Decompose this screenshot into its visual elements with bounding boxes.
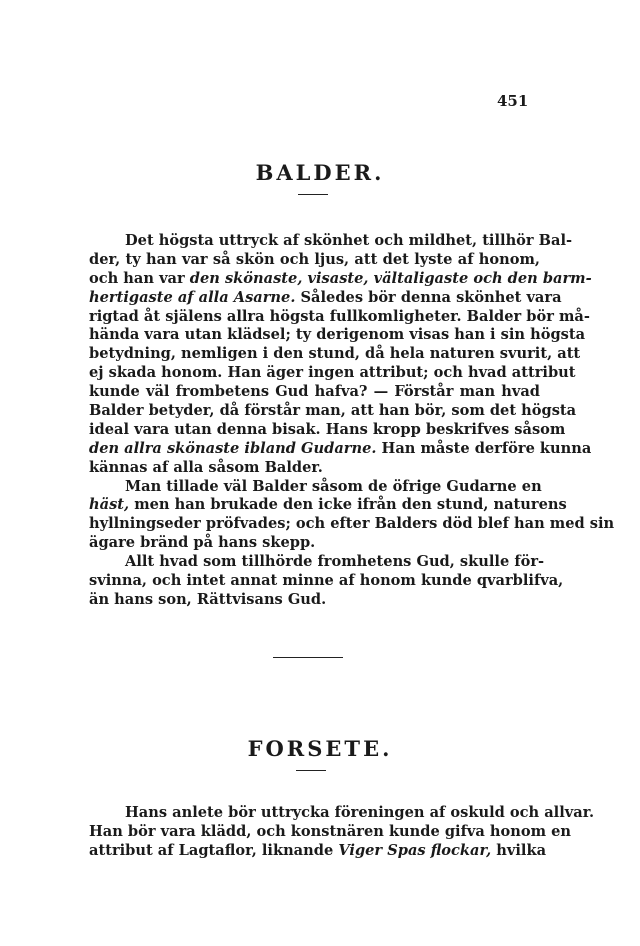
text-line <box>89 307 590 327</box>
text-line <box>89 572 564 591</box>
text-segment: än hans son, Rättvisans Gud. <box>89 590 327 608</box>
text-line <box>89 402 577 421</box>
text-line <box>89 822 571 842</box>
section-title-forsete: FORSETE. <box>247 736 393 761</box>
text-line <box>89 288 562 308</box>
title-rule-forsete <box>296 770 326 771</box>
text-line <box>89 534 540 553</box>
text-segment: Han bör vara klädd, och konstnären kunde gifva honom en <box>89 822 571 840</box>
text-segment: Således bör denna skönhet vara <box>295 288 562 306</box>
text-line <box>89 420 566 440</box>
italic-text: häst, <box>89 496 130 514</box>
text-segment: ideal vara utan denna bisak. Hans kropp beskrifves såsom <box>89 420 566 438</box>
text-line <box>89 439 592 459</box>
text-line <box>89 232 573 251</box>
text-segment: Han måste derföre kunna <box>376 439 592 457</box>
forsete-text <box>89 804 595 861</box>
text-line <box>89 459 540 478</box>
page-number: 451 <box>497 92 529 110</box>
text-segment: men han brukade den icke ifrån den stund, naturens <box>129 496 567 514</box>
text-segment: Allt hvad som tillhörde fromhetens Gud, skulle för- <box>125 553 545 571</box>
text-segment: rigtad åt själens allra högsta fullkomligheter. Balder bör må- <box>89 307 590 325</box>
text-line <box>89 269 592 289</box>
text-segment: hyllningseder pröfvades; och efter Balders död blef han med sin <box>89 515 615 533</box>
text-line <box>89 496 567 515</box>
text-segment: betydning, nemligen i den stund, då hela naturen svurit, att <box>89 345 581 363</box>
text-segment: svinna, och intet annat minne af honom kunde qvarblifva, <box>89 572 564 590</box>
text-line <box>89 804 595 823</box>
text-line <box>89 478 540 497</box>
balder-text <box>89 232 615 610</box>
text-line <box>89 364 576 383</box>
text-line <box>89 591 540 610</box>
text-line <box>89 383 540 402</box>
section-separator-rule <box>273 657 343 658</box>
text-segment: Det högsta uttryck af skönhet och mildhet, tillhör Bal- <box>125 232 573 249</box>
section-title-balder: BALDER. <box>255 160 385 185</box>
italic-text: den skönaste, visaste, vältaligaste och den barm- <box>189 269 592 287</box>
italic-text: hertigaste af alla Asarne. <box>89 288 296 306</box>
title-rule-balder <box>298 194 328 195</box>
text-line <box>89 553 545 572</box>
text-segment: der, ty han var så skön och ljus, att det lyste af honom, <box>89 250 540 268</box>
text-segment: kännas af alla såsom Balder. <box>89 458 323 476</box>
text-segment: hända vara utan klädsel; ty derigenom visas han i sin högsta <box>89 326 586 344</box>
italic-text: Viger Spas flockar, <box>338 841 492 859</box>
text-line <box>89 326 586 345</box>
text-segment: kunde väl frombetens Gud hafva? — Förstår man hvad <box>89 383 540 401</box>
text-line <box>89 251 540 270</box>
text-line <box>89 515 615 534</box>
text-line <box>89 345 581 364</box>
text-segment: attribut af Lagtaflor, liknande <box>89 841 339 859</box>
text-segment: Man tillade väl Balder såsom de öfrige Gudarne en <box>125 477 542 495</box>
text-segment: och han var <box>89 269 190 287</box>
text-segment: ägare bränd på hans skepp. <box>89 534 316 552</box>
italic-text: den allra skönaste ibland Gudarne. <box>89 439 377 457</box>
text-segment: ej skada honom. Han äger ingen attribut; och hvad attribut <box>89 364 576 382</box>
text-segment: hvilka <box>491 841 547 859</box>
text-segment: Balder betyder, då förstår man, att han bör, som det högsta <box>89 402 577 420</box>
text-line <box>89 841 547 861</box>
text-segment: Hans anlete bör uttrycka föreningen af oskuld och allvar. <box>125 804 595 821</box>
